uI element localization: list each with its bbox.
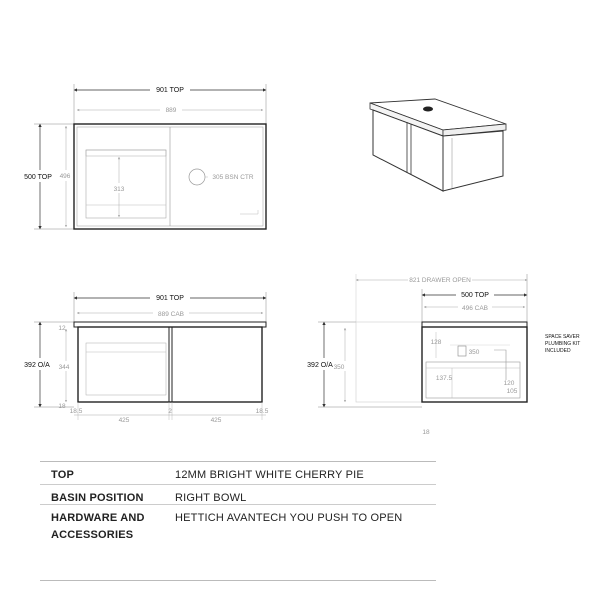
side-inner-depth-1: 128	[430, 339, 442, 346]
front-left-margin: 18.5	[69, 408, 83, 415]
side-drawer-open: 821 DRAWER OPEN	[409, 277, 471, 284]
spec-row-top	[40, 462, 436, 484]
front-top-thickness: 12	[58, 325, 66, 332]
specs-table	[40, 461, 436, 581]
front-view	[20, 292, 269, 424]
spec-row-hardware	[40, 504, 436, 581]
iso-basin-hole	[423, 107, 433, 112]
front-right-margin: 18.5	[255, 408, 269, 415]
plumbing-note-line-1: SPACE SAVER	[545, 334, 580, 340]
basin-outline	[189, 169, 205, 185]
plumbing-note-line-3: INCLUDED	[545, 348, 571, 354]
front-overall-height: 392 O/A	[24, 362, 50, 369]
side-view	[302, 274, 580, 436]
side-base-offset: 18	[422, 429, 430, 436]
spec-value: 12MM BRIGHT WHITE CHERRY PIE	[175, 469, 364, 481]
plan-drawer-depth: 313	[113, 186, 125, 193]
spec-label: BASIN POSITION	[51, 492, 144, 504]
side-overall-height: 392 O/A	[307, 362, 333, 369]
plan-cabinet-width: 889	[165, 107, 177, 114]
plan-basin-centre: 305 BSN CTR	[212, 174, 254, 181]
side-drawer-depth-a: 120	[503, 380, 515, 387]
side-drawer-depth-b: 105	[506, 388, 518, 395]
side-inner-depth-2: 350	[468, 349, 480, 356]
front-base-offset: 18	[58, 403, 66, 410]
side-cabinet-depth: 496 CAB	[461, 305, 489, 312]
front-overall-width: 901 TOP	[156, 295, 184, 302]
isometric-view	[370, 99, 506, 191]
side-inner-height: 350	[333, 364, 345, 371]
front-left-door: 425	[118, 417, 130, 424]
plumbing-note-line-2: PLUMBING KIT	[545, 341, 581, 347]
side-plumbing-height: 137.5	[435, 375, 453, 382]
spec-value: RIGHT BOWL	[175, 492, 247, 504]
plan-cabinet-depth: 496	[59, 173, 71, 180]
front-cabinet-height: 344	[58, 364, 70, 371]
spec-value: HETTICH AVANTECH YOU PUSH TO OPEN	[175, 512, 403, 524]
spec-label: HARDWARE AND ACCESSORIES	[51, 512, 145, 541]
plan-overall-depth: 500 TOP	[24, 174, 52, 181]
plan-overall-width: 901 TOP	[156, 87, 184, 94]
side-overall-depth: 500 TOP	[461, 292, 489, 299]
front-right-door: 425	[210, 417, 222, 424]
plan-view	[20, 83, 266, 229]
spec-label: TOP	[51, 469, 75, 481]
front-gap: 2	[168, 408, 172, 415]
front-cabinet-width: 889 CAB	[157, 311, 185, 318]
spec-row-basin-position	[40, 484, 436, 505]
